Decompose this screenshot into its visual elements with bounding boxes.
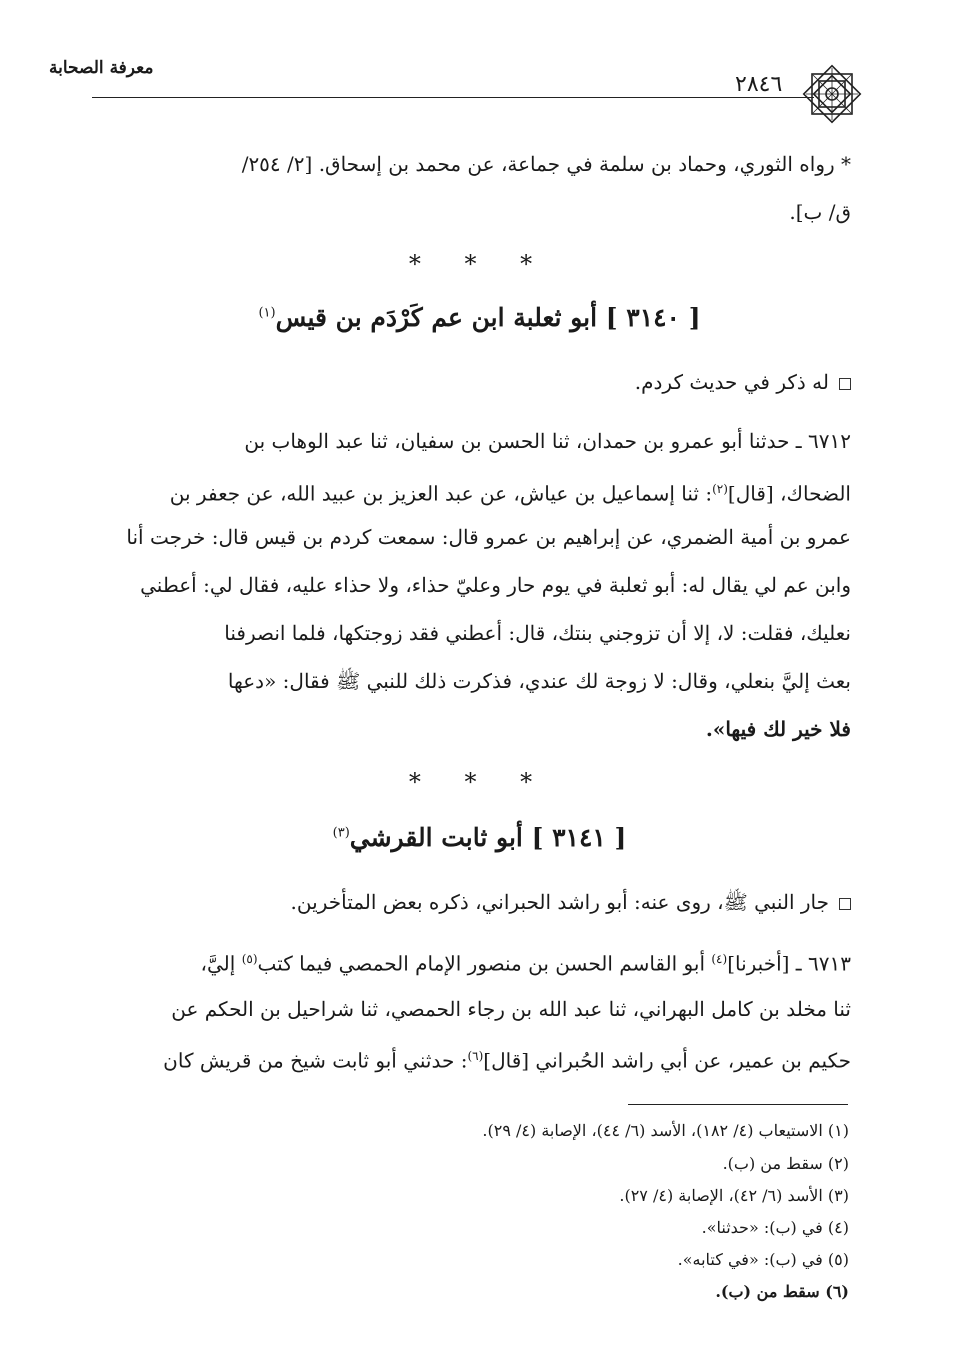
footnote-ref: (٥)	[241, 952, 258, 966]
note-text: جار النبي ﷺ، روى عنه: أبو راشد الحبراني، ذكره بعض المتأخرين.	[290, 890, 829, 914]
footnote-2: (٢) سقط من (ب).	[722, 1154, 849, 1173]
footnote-ref: (٣)	[332, 825, 350, 841]
footnote-5: (٥) في (ب): «في كتابه».	[677, 1250, 849, 1269]
hadith-line: ثنا مخلد بن كامل البهراني، ثنا عبد الله بن رجاء الحمصي، ثنا شراحيل بن الحكم عن	[171, 997, 851, 1021]
footnote-6: (٦) سقط من (ب).	[715, 1282, 849, 1301]
hadith-line: بعث إليَّ بنعلي، وقال: لا زوجة لك عندي، فذكرت ذلك للنبي ﷺ فقال: «دعها	[227, 669, 851, 693]
hadith-line: ٦٧١٣ ـ [أخبرنا]$^{(٤)}$ أبو القاسم الحسن بن منصور الإمام الحمصي فيما كتب$^{(٥)}$ إليَّ،	[200, 951, 851, 976]
section-separator: * * *	[408, 250, 551, 278]
footnote-ref: (٤)	[711, 952, 728, 966]
footnote-1: (١) الاستيعاب (٤/ ١٨٢)، الأسد (٦/ ٤٤)، الإصابة (٤/ ٢٩).	[482, 1121, 849, 1140]
page-number: ٢٨٤٦	[735, 72, 783, 97]
entry-note	[99, 368, 851, 396]
octagram-ornament-icon	[800, 62, 864, 126]
hadith-line: حكيم بن عمير، عن أبي راشد الحُبراني [قال]$^{(٦)}$: حدثني أبو ثابت شيخ من قريش كان	[163, 1048, 851, 1073]
section-separator: * * *	[408, 768, 551, 796]
footnote-ref: (٦)	[467, 1049, 484, 1063]
hadith-line: عمرو بن أمية الضمري، عن إبراهيم بن عمرو قال: سمعت كردم بن قيس قال: خرجت أنا	[126, 525, 851, 549]
intro-line-1: * رواه الثوري، وحماد بن سلمة في جماعة، عن محمد بن إسحاق. [٢/ ٢٥٤/	[241, 152, 851, 176]
square-bullet-icon	[839, 378, 851, 390]
footnote-4: (٤) في (ب): «حدثنا».	[701, 1218, 849, 1237]
hadith-line: وابن عم لي يقال له: أبو ثعلبة في يوم حار وعليّ حذاء، ولا حذاء عليه، فقال لي: أعطني	[140, 573, 851, 597]
footnote-ref: (١)	[258, 305, 276, 321]
intro-line-2: ق/ ب].	[789, 200, 851, 224]
hadith-line: نعليك، فقلت: لا، إلا أن تزوجني بنتك، قال: أعطني فقد زوجتكها، فلما انصرفنا	[224, 621, 851, 645]
header-rule	[92, 97, 814, 98]
heading-text: [ ٣١٤١ ] أبو ثابت القرشي	[349, 823, 627, 852]
footnote-3: (٣) الأسد (٦/ ٤٢)، الإصابة (٤/ ٢٧).	[619, 1186, 849, 1205]
note-text: له ذكر في حديث كردم.	[634, 370, 829, 394]
entry-note	[99, 888, 851, 916]
hadith-line: فلا خير لك فيها».	[705, 717, 851, 741]
hadith-line: ٦٧١٢ ـ حدثنا أبو عمرو بن حمدان، ثنا الحسن بن سفيان، ثنا عبد الوهاب بن	[244, 429, 851, 453]
square-bullet-icon	[839, 898, 851, 910]
hadith-line: الضحاك، [قال]$^{(٢)}$: ثنا إسماعيل بن عياش، عن عبد العزيز بن عبيد الله، عن جعفر بن	[169, 481, 851, 506]
running-title: معرفة الصحابة	[49, 58, 154, 78]
footnote-rule	[628, 1104, 848, 1105]
section-heading-3141	[0, 823, 959, 852]
footnote-ref: (٢)	[712, 482, 728, 496]
heading-text: [ ٣١٤٠ ] أبو ثعلبة ابن عم كَرْدَم بن قيس	[275, 303, 701, 332]
section-heading-3140	[0, 303, 959, 332]
